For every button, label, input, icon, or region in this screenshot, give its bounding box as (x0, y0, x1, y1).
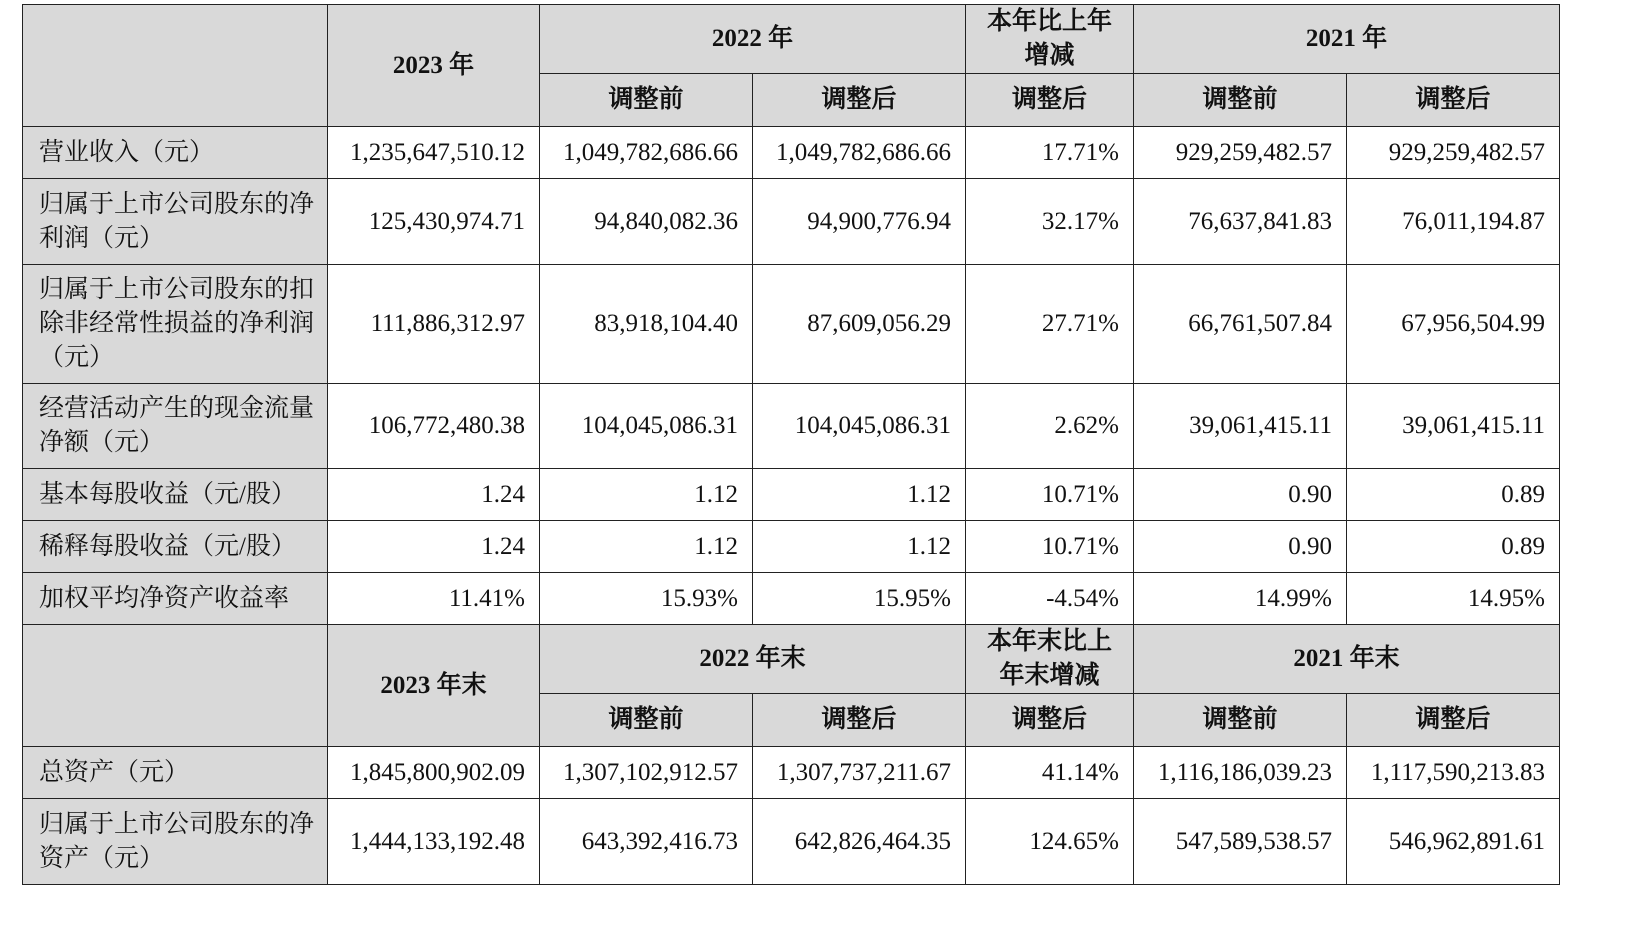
table-row (23, 521, 1560, 573)
cell-change: 41.14% (966, 747, 1134, 799)
cell-2022-after: 1.12 (753, 521, 966, 573)
cell-2021-before: 39,061,415.11 (1134, 384, 1347, 469)
row-label: 总资产（元） (23, 747, 328, 799)
cell-2023: 1.24 (328, 521, 540, 573)
cell-2021-after: 1,117,590,213.83 (1347, 747, 1560, 799)
cell-2022-after: 87,609,056.29 (753, 265, 966, 384)
key-financial-data-table (22, 4, 1560, 885)
cell-change: 17.71% (966, 127, 1134, 179)
header-2021: 2021 年 (1134, 5, 1560, 74)
cell-2022-after: 1,049,782,686.66 (753, 127, 966, 179)
cell-change: 32.17% (966, 179, 1134, 265)
cell-2023: 11.41% (328, 573, 540, 625)
cell-2022-after: 94,900,776.94 (753, 179, 966, 265)
header-2021-after: 调整后 (1347, 74, 1560, 127)
header-row-top (23, 5, 1560, 74)
cell-2023: 1,845,800,902.09 (328, 747, 540, 799)
cell-2021-after: 14.95% (1347, 573, 1560, 625)
table-row (23, 799, 1560, 885)
cell-2023: 111,886,312.97 (328, 265, 540, 384)
cell-2023: 125,430,974.71 (328, 179, 540, 265)
row-label: 营业收入（元） (23, 127, 328, 179)
cell-2022-before: 15.93% (540, 573, 753, 625)
table-row (23, 265, 1560, 384)
header-2022-before: 调整前 (540, 74, 753, 127)
cell-2023: 1,235,647,510.12 (328, 127, 540, 179)
cell-2023: 1.24 (328, 469, 540, 521)
row-label: 基本每股收益（元/股） (23, 469, 328, 521)
header-2021-before: 调整前 (1134, 74, 1347, 127)
header-2022-end-after: 调整后 (753, 694, 966, 747)
row-label: 加权平均净资产收益率 (23, 573, 328, 625)
header-row-top-end (23, 625, 1560, 694)
cell-2021-before: 0.90 (1134, 469, 1347, 521)
table-row (23, 469, 1560, 521)
cell-2021-before: 66,761,507.84 (1134, 265, 1347, 384)
header-2023: 2023 年 (328, 5, 540, 127)
header-change-after: 调整后 (966, 74, 1134, 127)
cell-2021-after: 0.89 (1347, 521, 1560, 573)
header-corner-cell-end (23, 625, 328, 747)
cell-change: 10.71% (966, 521, 1134, 573)
cell-2021-before: 76,637,841.83 (1134, 179, 1347, 265)
cell-2022-before: 94,840,082.36 (540, 179, 753, 265)
header-2021-end: 2021 年末 (1134, 625, 1560, 694)
cell-2022-after: 15.95% (753, 573, 966, 625)
cell-change: -4.54% (966, 573, 1134, 625)
cell-2021-before: 0.90 (1134, 521, 1347, 573)
cell-2021-before: 14.99% (1134, 573, 1347, 625)
header-2021-end-after: 调整后 (1347, 694, 1560, 747)
cell-2021-before: 1,116,186,039.23 (1134, 747, 1347, 799)
financial-table-container (22, 4, 1560, 885)
table-row (23, 384, 1560, 469)
cell-2022-before: 1,049,782,686.66 (540, 127, 753, 179)
row-label: 归属于上市公司股东的净资产（元） (23, 799, 328, 885)
cell-2022-after: 642,826,464.35 (753, 799, 966, 885)
cell-2022-before: 643,392,416.73 (540, 799, 753, 885)
header-2022-after: 调整后 (753, 74, 966, 127)
row-label: 归属于上市公司股东的扣除非经常性损益的净利润（元） (23, 265, 328, 384)
header-2022: 2022 年 (540, 5, 966, 74)
cell-2021-after: 929,259,482.57 (1347, 127, 1560, 179)
header-change-end-after: 调整后 (966, 694, 1134, 747)
header-2022-end: 2022 年末 (540, 625, 966, 694)
cell-2021-after: 67,956,504.99 (1347, 265, 1560, 384)
cell-2021-before: 547,589,538.57 (1134, 799, 1347, 885)
cell-change: 10.71% (966, 469, 1134, 521)
cell-change: 124.65% (966, 799, 1134, 885)
cell-2022-before: 83,918,104.40 (540, 265, 753, 384)
header-2022-end-before: 调整前 (540, 694, 753, 747)
cell-2022-after: 104,045,086.31 (753, 384, 966, 469)
cell-2022-before: 1,307,102,912.57 (540, 747, 753, 799)
cell-2022-after: 1.12 (753, 469, 966, 521)
header-corner-cell (23, 5, 328, 127)
table-row (23, 179, 1560, 265)
cell-2023: 106,772,480.38 (328, 384, 540, 469)
cell-2022-before: 104,045,086.31 (540, 384, 753, 469)
row-label: 稀释每股收益（元/股） (23, 521, 328, 573)
cell-2022-before: 1.12 (540, 469, 753, 521)
table-row (23, 747, 1560, 799)
cell-change: 2.62% (966, 384, 1134, 469)
row-label: 经营活动产生的现金流量净额（元） (23, 384, 328, 469)
cell-2021-after: 546,962,891.61 (1347, 799, 1560, 885)
header-change: 本年比上年增减 (966, 5, 1134, 74)
cell-2021-after: 39,061,415.11 (1347, 384, 1560, 469)
header-change-end: 本年末比上年末增减 (966, 625, 1134, 694)
header-2021-end-before: 调整前 (1134, 694, 1347, 747)
table-row (23, 127, 1560, 179)
cell-2022-after: 1,307,737,211.67 (753, 747, 966, 799)
cell-2021-before: 929,259,482.57 (1134, 127, 1347, 179)
cell-change: 27.71% (966, 265, 1134, 384)
header-2023-end: 2023 年末 (328, 625, 540, 747)
cell-2023: 1,444,133,192.48 (328, 799, 540, 885)
cell-2022-before: 1.12 (540, 521, 753, 573)
cell-2021-after: 0.89 (1347, 469, 1560, 521)
cell-2021-after: 76,011,194.87 (1347, 179, 1560, 265)
table-row (23, 573, 1560, 625)
row-label: 归属于上市公司股东的净利润（元） (23, 179, 328, 265)
